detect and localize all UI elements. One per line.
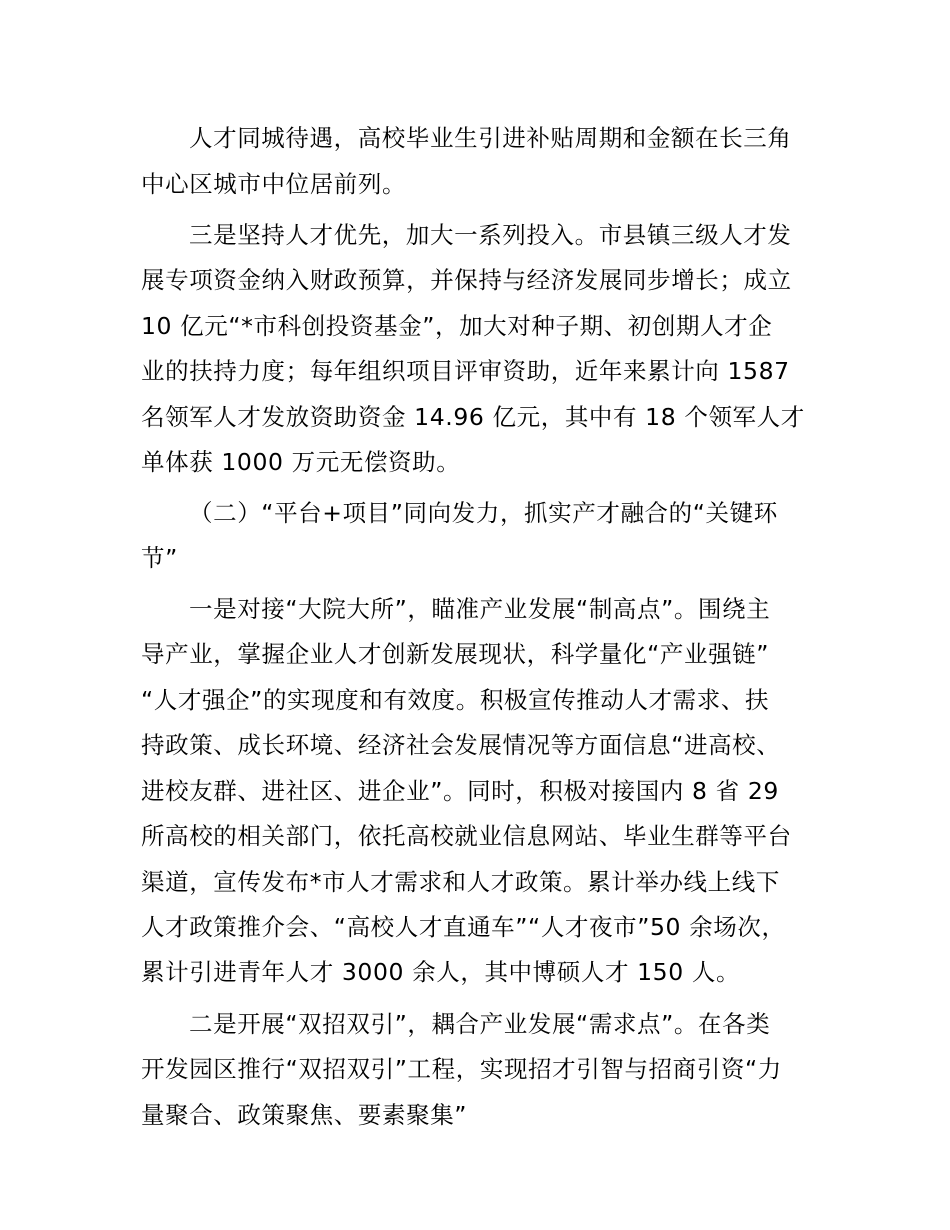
text-line: 单体获 1000 万元无偿资助。: [141, 448, 461, 476]
text-line: 进校友群、进社区、进企业”。同时，积极对接国内 8 省 29: [141, 777, 779, 805]
text-line: 10 亿元“*市科创投资基金”，加大对种子期、初创期人才企: [141, 312, 773, 340]
text-line: 持政策、成长环境、经济社会发展情况等方面信息“进高校、: [141, 731, 781, 759]
text-line: 量聚合、政策聚焦、要素聚集”: [141, 1101, 468, 1129]
text-line: “人才强企”的实现度和有效度。积极宣传推动人才需求、扶: [141, 686, 770, 714]
heading-line: 节”: [141, 544, 178, 572]
text-line: 二是开展“双招双引”，耦合产业发展“需求点”。在各类: [189, 1010, 771, 1038]
text-line: 人才同城待遇，高校毕业生引进补贴周期和金额在长三角: [189, 124, 792, 152]
text-line: 人才政策推介会、“高校人才直通车”“人才夜市”50 余场次，: [141, 913, 786, 941]
text-line: 展专项资金纳入财政预算，并保持与经济发展同步增长；成立: [141, 266, 792, 294]
text-line: 渠道，宣传发布*市人才需求和人才政策。累计举办线上线下: [141, 868, 780, 896]
heading-line: （二）“平台+项目”同向发力，抓实产才融合的“关键环: [189, 499, 778, 527]
text-line: 中心区城市中位居前列。: [141, 170, 407, 198]
text-line: 一是对接“大院大所”，瞄准产业发展“制高点”。围绕主: [189, 595, 771, 623]
text-line: 导产业，掌握企业人才创新发展现状，科学量化“产业强链”: [141, 640, 770, 668]
text-line: 三是坚持人才优先，加大一系列投入。市县镇三级人才发: [189, 221, 792, 249]
text-line: 所高校的相关部门，依托高校就业信息网站、毕业生群等平台: [141, 822, 792, 850]
text-line: 业的扶持力度；每年组织项目评审资助，近年来累计向 1587: [141, 357, 790, 385]
text-line: 累计引进青年人才 3000 余人，其中博硕人才 150 人。: [141, 958, 741, 986]
text-line: 名领军人才发放资助资金 14.96 亿元，其中有 18 个领军人才: [141, 403, 805, 431]
text-line: 开发园区推行“双招双引”工程，实现招才引智与招商引资“力: [141, 1055, 782, 1083]
